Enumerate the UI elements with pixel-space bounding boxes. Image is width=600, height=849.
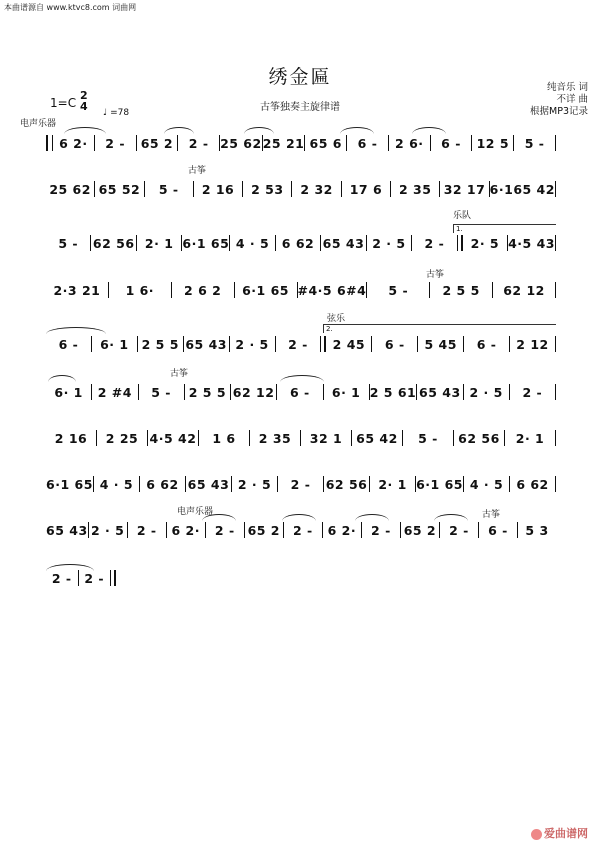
barline bbox=[555, 384, 556, 400]
measure: 2 - bbox=[136, 522, 157, 538]
tempo-marking: ♩ =78 bbox=[103, 108, 130, 118]
instrument-label-guzheng: 古筝 bbox=[188, 166, 207, 176]
time-sig-top: 2 bbox=[80, 89, 88, 102]
song-subtitle: 古筝独奏主旋律谱 bbox=[260, 102, 340, 113]
composer-credit: 不详 曲 bbox=[556, 94, 588, 105]
lyricist-credit: 纯音乐 词 bbox=[546, 82, 588, 93]
measure: 65 43 bbox=[185, 336, 227, 352]
measure: 62 12 bbox=[503, 282, 545, 298]
time-sig-bottom: 4 bbox=[80, 100, 88, 113]
measure: 6 2· bbox=[171, 522, 200, 538]
barline bbox=[555, 135, 556, 151]
site-footer bbox=[531, 825, 588, 841]
instrument-label-strings: 弦乐 bbox=[327, 314, 346, 324]
measure: 12 5 bbox=[476, 135, 510, 151]
measure: 2 53 bbox=[251, 181, 284, 197]
notation-line bbox=[46, 332, 556, 356]
measure: 2 - bbox=[522, 384, 543, 400]
measure: 4·5 43 bbox=[508, 235, 555, 251]
notation-line bbox=[46, 426, 556, 450]
measure: 62 56 bbox=[92, 235, 135, 251]
measure: 2· 5 bbox=[470, 235, 500, 251]
measure: 2 - bbox=[424, 235, 445, 251]
final-barline bbox=[110, 570, 116, 586]
volta-label: 2. bbox=[326, 325, 333, 333]
notation-line bbox=[46, 177, 556, 201]
measure: 2 · 5 bbox=[235, 336, 269, 352]
measure: 6·1 65 bbox=[242, 282, 289, 298]
measure: 6·165 42 bbox=[489, 181, 555, 197]
measure: 5 3 bbox=[525, 522, 549, 538]
footer-text: 爱曲谱网 bbox=[544, 827, 588, 840]
notation-line bbox=[46, 380, 556, 404]
measure: 2 · 5 bbox=[90, 522, 125, 538]
measure: 2 16 bbox=[201, 181, 235, 197]
measure: 2· 1 bbox=[515, 430, 545, 446]
measure: 6 - bbox=[384, 336, 405, 352]
measure: 32 17 bbox=[443, 181, 486, 197]
note-logo-icon bbox=[531, 829, 542, 840]
notation-line bbox=[46, 231, 556, 255]
measure: 2 12 bbox=[516, 336, 549, 352]
measure: 2 5 61 bbox=[369, 384, 417, 400]
measure: 6·1 65 bbox=[182, 235, 230, 251]
measure: 2 - bbox=[84, 570, 105, 586]
measure: 2 6· bbox=[395, 135, 424, 151]
measure: 2 32 bbox=[300, 181, 333, 197]
measure: 5 - bbox=[58, 235, 79, 251]
measure: 4·5 42 bbox=[149, 430, 197, 446]
barline bbox=[555, 235, 556, 251]
measure: 2 - bbox=[51, 570, 72, 586]
barline bbox=[555, 336, 556, 352]
measure: 2 - bbox=[105, 135, 126, 151]
measure: 6 - bbox=[290, 384, 310, 400]
measure: 2 - bbox=[449, 522, 469, 538]
measure: 65 6 bbox=[309, 135, 342, 151]
instrument-label-band: 乐队 bbox=[453, 211, 472, 221]
notation-line bbox=[46, 566, 116, 590]
measure: 1 6· bbox=[125, 282, 155, 298]
notation-line bbox=[46, 131, 556, 155]
measure: 6· 1 bbox=[331, 384, 361, 400]
measure: 5 - bbox=[388, 282, 409, 298]
notation-line bbox=[46, 472, 556, 496]
measure: 25 21 bbox=[262, 135, 305, 151]
measure: 25 62 bbox=[220, 135, 262, 151]
measure: 6· 1 bbox=[54, 384, 83, 400]
measure: 2 25 bbox=[105, 430, 139, 446]
instrument-label-guzheng: 古筝 bbox=[170, 369, 189, 379]
measure: 2· 1 bbox=[378, 476, 407, 492]
measure: 4 · 5 bbox=[99, 476, 134, 492]
measure: 2 · 5 bbox=[469, 384, 503, 400]
measure: 2 - bbox=[292, 522, 313, 538]
instrument-label-guzheng: 古筝 bbox=[482, 510, 501, 520]
tempo-value: =78 bbox=[110, 108, 130, 118]
measure: 32 1 bbox=[309, 430, 343, 446]
measure: 6 2· bbox=[327, 522, 357, 538]
measure: 65 2 bbox=[403, 522, 437, 538]
measure: 6 - bbox=[441, 135, 461, 151]
measure: 2 - bbox=[290, 476, 311, 492]
instrument-label-guzheng: 古筝 bbox=[426, 270, 445, 280]
measure: 6 62 bbox=[146, 476, 179, 492]
measure: 6·1 65 bbox=[416, 476, 463, 492]
measure: 1 6 bbox=[212, 430, 236, 446]
measure: 2 #4 bbox=[97, 384, 132, 400]
instrument-label-electric: 电声乐器 bbox=[20, 119, 57, 129]
transcription-credit: 根据MP3记录 bbox=[530, 106, 588, 117]
measure: 2 16 bbox=[54, 430, 88, 446]
measure: 65 52 bbox=[98, 181, 141, 197]
song-title: 绣金匾 bbox=[268, 66, 332, 88]
measure: 62 12 bbox=[232, 384, 275, 400]
measure: 65 2 bbox=[247, 522, 281, 538]
measure: 2 45 bbox=[332, 336, 366, 352]
measure: 2 35 bbox=[399, 181, 432, 197]
instrument-label-electric: 电声乐器 bbox=[177, 507, 214, 517]
measure: 5 - bbox=[158, 181, 179, 197]
measure: 65 2 bbox=[140, 135, 174, 151]
measure: 6 - bbox=[357, 135, 378, 151]
repeat-start-barline bbox=[46, 135, 53, 151]
measure: #4·5 6#4 bbox=[297, 282, 367, 298]
measure: 62 56 bbox=[458, 430, 500, 446]
measure: 2 · 5 bbox=[372, 235, 406, 251]
measure: 25 62 bbox=[49, 181, 91, 197]
barline bbox=[555, 476, 556, 492]
measure: 5 - bbox=[151, 384, 171, 400]
measure: 2 35 bbox=[258, 430, 292, 446]
source-note: 本曲谱源自 www.ktvc8.com 词曲网 bbox=[4, 3, 137, 12]
measure: 2· 1 bbox=[144, 235, 174, 251]
measure: 2 · 5 bbox=[237, 476, 272, 492]
credits bbox=[530, 82, 588, 118]
measure: 62 56 bbox=[325, 476, 368, 492]
key-signature: 1=C bbox=[50, 96, 77, 110]
measure: 2 5 5 bbox=[141, 336, 179, 352]
measure: 5 45 bbox=[424, 336, 457, 352]
measure: 65 43 bbox=[187, 476, 230, 492]
measure: 2 5 5 bbox=[442, 282, 480, 298]
notation-line bbox=[46, 278, 556, 302]
barline bbox=[555, 282, 556, 298]
measure: 65 43 bbox=[46, 522, 88, 538]
measure: 2 5 5 bbox=[188, 384, 227, 400]
measure: 65 43 bbox=[419, 384, 461, 400]
measure: 17 6 bbox=[349, 181, 383, 197]
measure: 2·3 21 bbox=[53, 282, 101, 298]
measure: 4 · 5 bbox=[235, 235, 270, 251]
volta-label: 1. bbox=[456, 225, 463, 233]
measure: 65 43 bbox=[322, 235, 365, 251]
measure: 4 · 5 bbox=[469, 476, 504, 492]
measure: 2 - bbox=[214, 522, 235, 538]
time-signature bbox=[80, 90, 88, 112]
measure: 5 - bbox=[418, 430, 438, 446]
measure: 6 2· bbox=[59, 135, 88, 151]
measure: 2 - bbox=[288, 336, 308, 352]
notation-line bbox=[46, 518, 556, 542]
measure: 6· 1 bbox=[100, 336, 129, 352]
measure: 6 - bbox=[476, 336, 497, 352]
barline bbox=[555, 430, 556, 446]
measure: 2 - bbox=[371, 522, 391, 538]
measure: 6 62 bbox=[281, 235, 315, 251]
measure: 2 6 2 bbox=[184, 282, 222, 298]
measure: 6 - bbox=[58, 336, 79, 352]
measure: 2 - bbox=[188, 135, 209, 151]
barline bbox=[555, 181, 556, 197]
measure: 5 - bbox=[524, 135, 545, 151]
measure: 65 42 bbox=[356, 430, 398, 446]
measure: 6·1 65 bbox=[46, 476, 93, 492]
measure: 6 62 bbox=[516, 476, 549, 492]
measure: 6 - bbox=[488, 522, 508, 538]
